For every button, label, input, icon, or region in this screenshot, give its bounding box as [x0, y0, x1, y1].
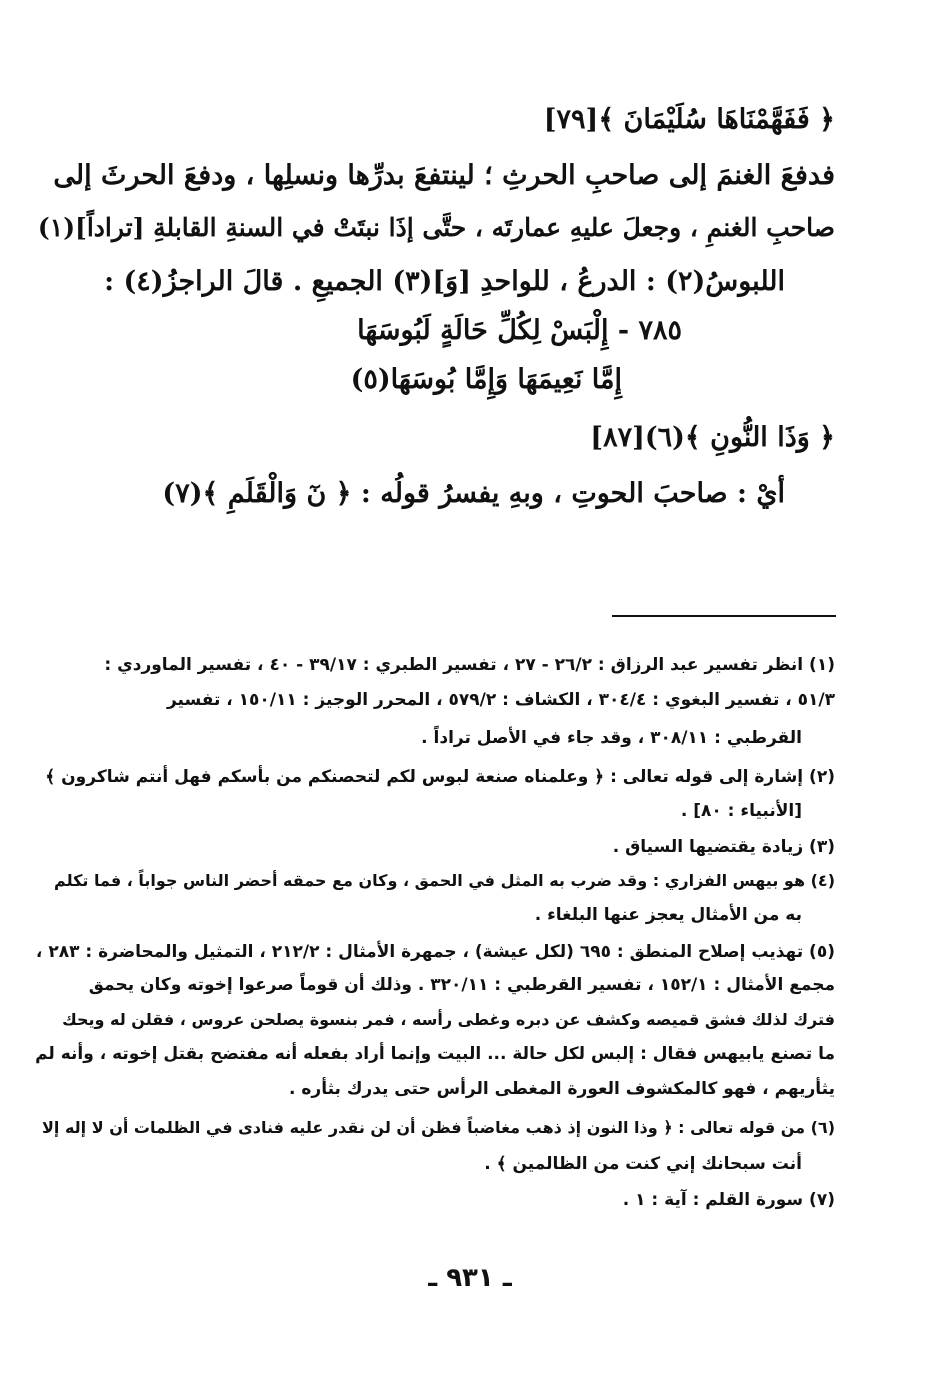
commentary-line-2: صاحبِ الغنمِ ، وجعلَ عليهِ عمارتَه ، حتَّى إذَا نبتَتْ في السنةِ القابلةِ [تراداً](١): [37, 213, 835, 242]
footnote-line: (٦) من قوله تعالى : ﴿ وذا النون إذ ذهب مغاضباً فظن أن لن نقدر عليه فنادى في الظلمات أن لا إله إلا: [41, 1118, 835, 1137]
footnote-line: القرطبي : ٣٠٨/١١ ، وقد جاء في الأصل تراداً .: [421, 728, 802, 748]
footnote-line: (٣) زيادة يقتضيها السياق .: [612, 837, 835, 857]
footnote-line: فترك لذلك فشق قميصه وكشف عن دبره وغطى رأسه ، فمر بنسوة يصلحن عروس ، فقلن له ويحك: [62, 1010, 835, 1029]
footnote-line: ما تصنع يابيهس فقال : إلبس لكل حالة ... البيت وإنما أراد بفعله أنه مفتضح بقتل إخوته ، وأنه لم: [35, 1044, 835, 1064]
footnote-line: (٥) تهذيب إصلاح المنطق : ٦٩٥ (لكل عيشة) ، جمهرة الأمثال : ٢١٢/٢ ، التمثيل والمحاضرة : ٢٨٣ ،: [35, 942, 835, 962]
poem-verse-1: ٧٨٥ - إِلْبَسْ لِكُلِّ حَالَةٍ لَبُوسَهَا: [357, 315, 682, 346]
footnote-line: أنت سبحانك إني كنت من الظالمين ﴾ .: [484, 1154, 802, 1174]
quran-verse-87: ﴿ وَذَا النُّونِ ﴾(٦)[٨٧]: [590, 422, 835, 453]
footnote-separator: [612, 615, 836, 617]
footnote-line: به من الأمثال يعجز عنها البلغاء .: [534, 905, 802, 925]
footnote-line: (١) انظر تفسير عبد الرزاق : ٢٦/٢ - ٢٧ ، تفسير الطبري : ٣٩/١٧ - ٤٠ ، تفسير الماوردي :: [104, 655, 835, 675]
commentary-line-3: اللبوسُ(٢) : الدرعُ ، للواحدِ [وَ](٣) الجميعِ . قالَ الراجزُ(٤) :: [104, 266, 785, 297]
footnote-line: (٢) إشارة إلى قوله تعالى : ﴿ وعلمناه صنعة لبوس لكم لتحصنكم من بأسكم فهل أنتم شاكرون ﴾: [45, 767, 835, 787]
quran-verse-79: ﴿ فَفَهَّمْنَاهَا سُلَيْمَانَ ﴾[٧٩]: [543, 104, 835, 135]
footnote-line: مجمع الأمثال : ١٥٢/١ ، تفسير القرطبي : ٣٢٠/١١ . وذلك أن قوماً صرعوا إخوته وكان يحمق: [88, 975, 835, 995]
footnote-line: يثأريهم ، فهو كالمكشوف العورة المغطى الرأس حتى يدرك بثأره .: [289, 1079, 835, 1099]
footnote-line: ٥١/٣ ، تفسير البغوي : ٣٠٤/٤ ، الكشاف : ٥٧٩/٢ ، المحرر الوجيز : ١٥٠/١١ ، تفسير: [166, 690, 835, 710]
footnote-line: [الأنبياء : ٨٠] .: [680, 801, 802, 821]
poem-verse-2: إِمَّا نَعِيمَهَا وَإِمَّا بُوسَهَا(٥): [350, 364, 622, 395]
commentary-line-4: أيْ : صاحبَ الحوتِ ، وبهِ يفسرُ قولُه : ﴿ نٓ وَالْقَلَمِ ﴾(٧): [162, 478, 785, 509]
commentary-line-1: فدفعَ الغنمَ إلى صاحبِ الحرثِ ؛ لينتفعَ بدرِّها ونسلِها ، ودفعَ الحرثَ إلى: [53, 160, 835, 191]
footnote-line: (٤) هو بيهس الفزاري : وقد ضرب به المثل في الحمق ، وكان مع حمقه أحضر الناس جواباً ، فما تكلم: [54, 871, 835, 890]
page-number: ـ ٩٣١ ـ: [428, 1263, 512, 1293]
footnote-line: (٧) سورة القلم : آية : ١ .: [622, 1190, 835, 1210]
